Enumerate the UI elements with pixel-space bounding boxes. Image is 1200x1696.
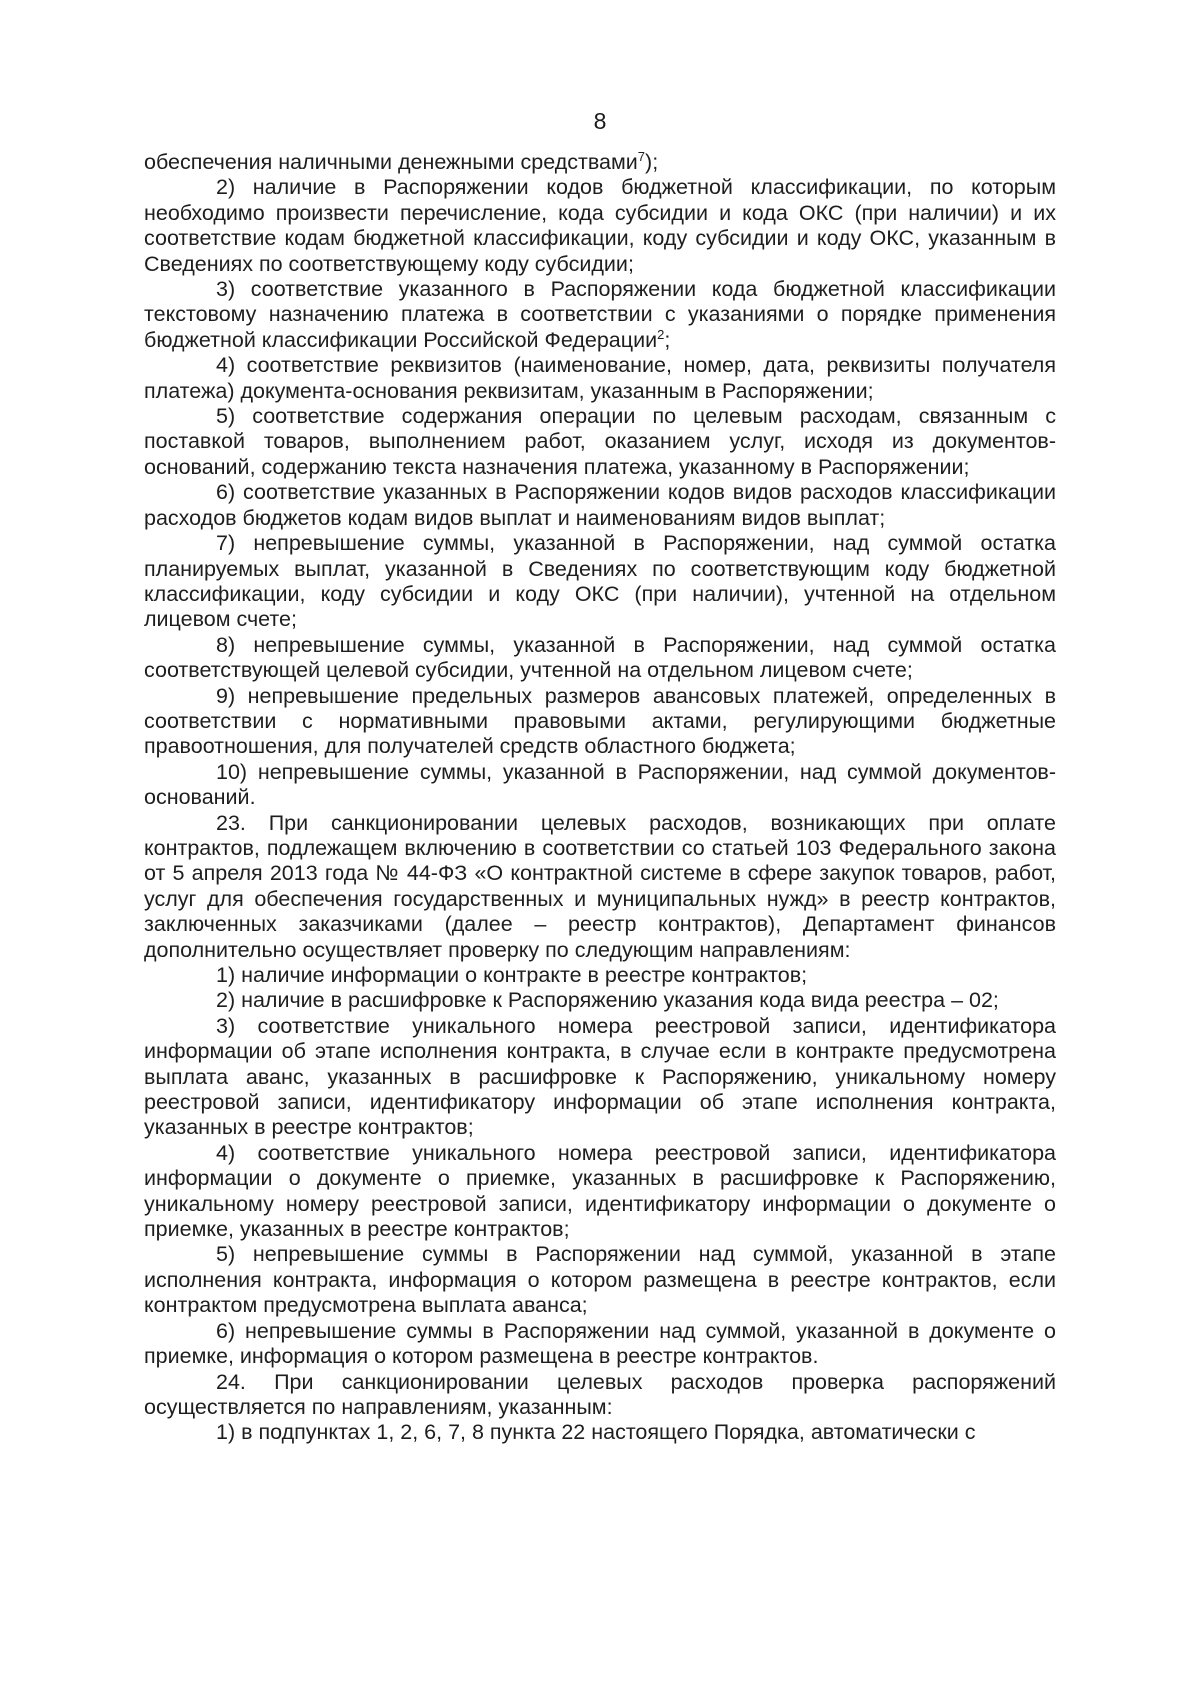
paragraph: 8) непревышение суммы, указанной в Распоряжении, над суммой остатка соответствующей целевой субсидии, учтенной на отдельном лицевом счете; <box>144 632 1056 683</box>
paragraph: 10) непревышение суммы, указанной в Распоряжении, над суммой документов-оснований. <box>144 759 1056 810</box>
paragraph: 6) соответствие указанных в Распоряжении кодов видов расходов классификации расходов бюджетов кодам видов выплат и наименованиям видов выплат; <box>144 480 1056 530</box>
paragraph: 23. При санкционировании целевых расходов, возникающих при оплате контрактов, подлежащем включению в соответствии со статьей 103 Федерального закона от 5 апреля 2013 года № 44-ФЗ «О контрактной системе в сфере закупок товаров, работ, услуг для обеспечения государственных и муниципальных нужд» в реестр контрактов, заключенных заказчиками (далее – реестр контрактов), Департамент финансов дополнительно осуществляет проверку по следующим направлениям: <box>144 810 1056 962</box>
paragraph: 9) непревышение предельных размеров авансовых платежей, определенных в соответствии с нормативными правовыми актами, регулирующими бюджетные правоотношения, для получателей средств областного бюджета; <box>144 683 1056 759</box>
paragraph: 4) соответствие уникального номера реестровой записи, идентификатора информации о документе о приемке, указанных в расшифровке к Распоряжению, уникальному номеру реестровой записи, идентификатору информации о документе о приемке, указанных в реестре контрактов; <box>144 1140 1056 1242</box>
paragraph: обеспечения наличными денежными средствами$^7$); <box>144 148 659 174</box>
paragraph: 2) наличие в Распоряжении кодов бюджетной классификации, по которым необходимо произвести перечисление, кода субсидии и кода ОКС (при наличии) и их соответствие кодам бюджетной классификации, коду субсидии и коду ОКС, указанным в Сведениях по соответствующему коду субсидии; <box>144 175 1056 276</box>
paragraph: 5) соответствие содержания операции по целевым расходам, связанным с поставкой товаров, выполнением работ, оказанием услуг, исходя из документов-оснований, содержанию текста назначения платежа, указанному в Распоряжении; <box>144 404 1056 479</box>
paragraph: 1) в подпунктах 1, 2, 6, 7, 8 пункта 22 настоящего Порядка, автоматически с <box>216 1420 976 1445</box>
footnote-ref: 7 <box>637 148 646 164</box>
page-number: 8 <box>593 108 607 134</box>
paragraph: 2) наличие в расшифровке к Распоряжению указания кода вида реестра – 02; <box>216 988 999 1013</box>
paragraph: 3) соответствие указанного в Распоряжении кода бюджетной классификации текстовому назначению платежа в соответствии с указаниями о порядке применения бюджетной классификации Российской Федерации$^2$; <box>144 277 1056 352</box>
paragraph: 1) наличие информации о контракте в реестре контрактов; <box>216 963 808 987</box>
paragraph: 5) непревышение суммы в Распоряжении над суммой, указанной в этапе исполнения контракта, информация о котором размещена в реестре контрактов, если контрактом предусмотрена выплата аванса; <box>144 1242 1056 1318</box>
paragraph: 4) соответствие реквизитов (наименование, номер, дата, реквизиты получателя платежа) документа-основания реквизитам, указанным в Распоряжении; <box>144 353 1056 403</box>
document-body <box>144 150 1056 1446</box>
paragraph: 24. При санкционировании целевых расходов проверка распоряжений осуществляется по направлениям, указанным: <box>144 1369 1056 1419</box>
footnote-ref: 2 <box>657 326 665 342</box>
paragraph: 7) непревышение суммы, указанной в Распоряжении, над суммой остатка планируемых выплат, указанной в Сведениях по соответствующим коду бюджетной классификации, коду субсидии и коду ОКС (при наличии), учтенной на отдельном лицевом счете; <box>144 531 1056 632</box>
paragraph: 3) соответствие уникального номера реестровой записи, идентификатора информации об этапе исполнения контракта, в случае если в контракте предусмотрена выплата аванс, указанных в расшифровке к Распоряжению, уникальному номеру реестровой записи, идентификатору информации об этапе исполнения контракта, указанных в реестре контрактов; <box>144 1013 1056 1140</box>
paragraph: 6) непревышение суммы в Распоряжении над суммой, указанной в документе о приемке, информация о котором размещена в реестре контрактов. <box>144 1318 1056 1369</box>
